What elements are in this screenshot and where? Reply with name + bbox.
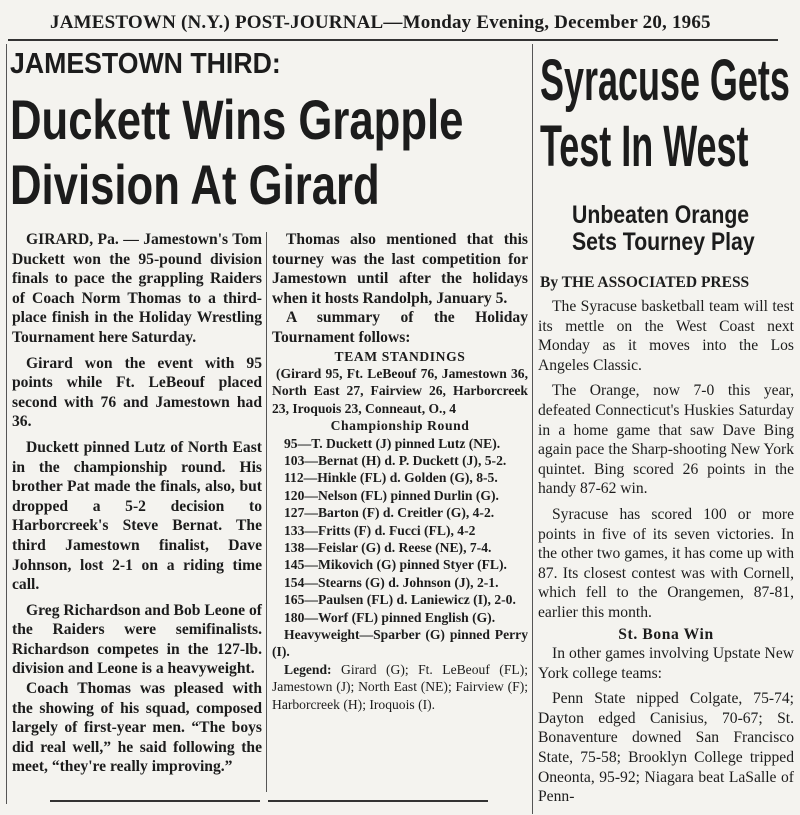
paragraph: Thomas also mentioned that this tourney was the last competition for Jamestown until after the holidays when it hosts Randolph, January 5. — [272, 231, 528, 307]
result: 103—Bernat (H) d. P. Duckett (J), 5-2. — [284, 453, 507, 468]
legend — [272, 661, 528, 713]
story-column-3 — [538, 297, 794, 807]
standings-heading: TEAM STANDINGS — [334, 348, 466, 364]
story-end-rule — [268, 800, 488, 802]
column-rule — [266, 232, 267, 792]
headline-line-1: Duckett Wins Grapple — [10, 88, 464, 151]
result: 165—Paulsen (FL) d. Laniewicz (I), 2-0. — [284, 592, 516, 608]
legend-text: Girard (G); Ft. LeBeouf (FL); Jamestown (J); North East (NE); Fairview (F); Harborcreek (H); Iroquois (I). — [272, 661, 528, 712]
headline-line-2: Test In West — [540, 114, 749, 179]
paragraph: Penn State nipped Colgate, 75-74; Dayton edged Canisius, 70-67; St. Bonaventure downed San Francisco State, 75-58; Brooklyn College tripped Oneonta, 95-92; Niagara beat LaSalle of Penn- — [538, 690, 794, 806]
result: 112—Hinkle (FL) d. Golden (G), 8-5. — [284, 470, 498, 486]
section-heading: St. Bona Win — [618, 625, 714, 643]
paragraph: A summary of the Holiday Tournament follows: — [272, 309, 528, 346]
subheadline-line-1: Unbeaten Orange — [572, 201, 750, 229]
result: 133—Fritts (F) d. Fucci (FL), 4-2 — [284, 522, 476, 538]
result: 154—Stearns (G) d. Johnson (J), 2-1. — [284, 574, 499, 590]
story-kicker: JAMESTOWN THIRD: — [10, 48, 281, 80]
headline-line-1: Syracuse Gets — [540, 48, 790, 113]
result: 127—Barton (F) d. Creitler (G), 4-2. — [284, 505, 495, 521]
paragraph: Coach Thomas was pleased with the showing of his squad, composed largely of first-year men. “The boys did real well,” he said following the meet, “they're really improving.” — [12, 680, 262, 776]
legend-label: Legend: — [284, 661, 332, 677]
result: 180—Worf (FL) pinned English (G). — [284, 609, 496, 625]
paragraph: Greg Richardson and Bob Leone of the Raiders were semifinalists. Richardson competes in the 127-lb. division and Leone is a heavyweight. — [12, 601, 262, 678]
result: 145—Mikovich (G) pinned Styer (FL). — [284, 557, 507, 573]
column-rule — [6, 44, 7, 804]
paragraph: In other games involving Upstate New York college teams: — [538, 645, 794, 682]
paragraph: The Syracuse basketball team will test its mettle on the West Coast next Monday as it moves into the Los Angeles Classic. — [538, 298, 794, 374]
byline: By THE ASSOCIATED PRESS — [540, 274, 750, 291]
standings: (Girard 95, Ft. LeBeouf 76, Jamestown 36, North East 27, Fairview 26, Harborcreek 23, Iroquois 23, Conneaut, O., 4 — [272, 365, 528, 416]
paragraph: Girard won the event with 95 points while Ft. LeBeouf placed second with 76 and Jamestown had 36. — [12, 354, 262, 431]
story-column-1 — [12, 230, 262, 777]
paragraph: Duckett pinned Lutz of North East in the championship round. His brother Pat made the finals, also, but dropped a 5-2 decision to Harborcreek's Steve Bernat. The third Jamestown finalist, Dave Johnson, lost 2-1 on a riding time call. — [12, 438, 262, 594]
result: Heavyweight—Sparber (G) pinned Perry (I). — [272, 627, 528, 660]
paragraph: GIRARD, Pa. — Jamestown's Tom Duckett won the 95-pound division finals to pace the grappling Raiders of Coach Norm Thomas to a third-place finish in the Holiday Wrestling Tournament here Saturday. — [12, 231, 262, 346]
story-end-rule — [50, 800, 260, 802]
result: 120—Nelson (FL) pinned Durlin (G). — [284, 487, 499, 503]
result: 138—Feislar (G) d. Reese (NE), 7-4. — [284, 540, 492, 556]
story-column-2 — [272, 230, 528, 713]
result: 95—T. Duckett (J) pinned Lutz (NE). — [284, 435, 501, 451]
paragraph: The Orange, now 7-0 this year, defeated Connecticut's Huskies Saturday in a home game that saw Dave Bing again pace the Sharp-shooting New York quintet. Bing scored 26 points in the handy 87-62 win. — [538, 382, 794, 498]
masthead-rule — [8, 39, 778, 41]
paragraph: Syracuse has scored 100 or more points in five of its seven victories. In the other two games, it has come up with 87. Its closest contest was with Cornell, which fell to the Orangemen, 87-81, earlier this month. — [538, 505, 794, 621]
masthead: JAMESTOWN (N.Y.) POST-JOURNAL—Monday Evening, December 20, 1965 — [50, 12, 711, 33]
headline-line-2: Division At Girard — [10, 153, 380, 216]
round-heading: Championship Round — [330, 418, 470, 434]
subheadline-line-2: Sets Tourney Play — [572, 228, 755, 256]
column-rule — [532, 44, 533, 814]
